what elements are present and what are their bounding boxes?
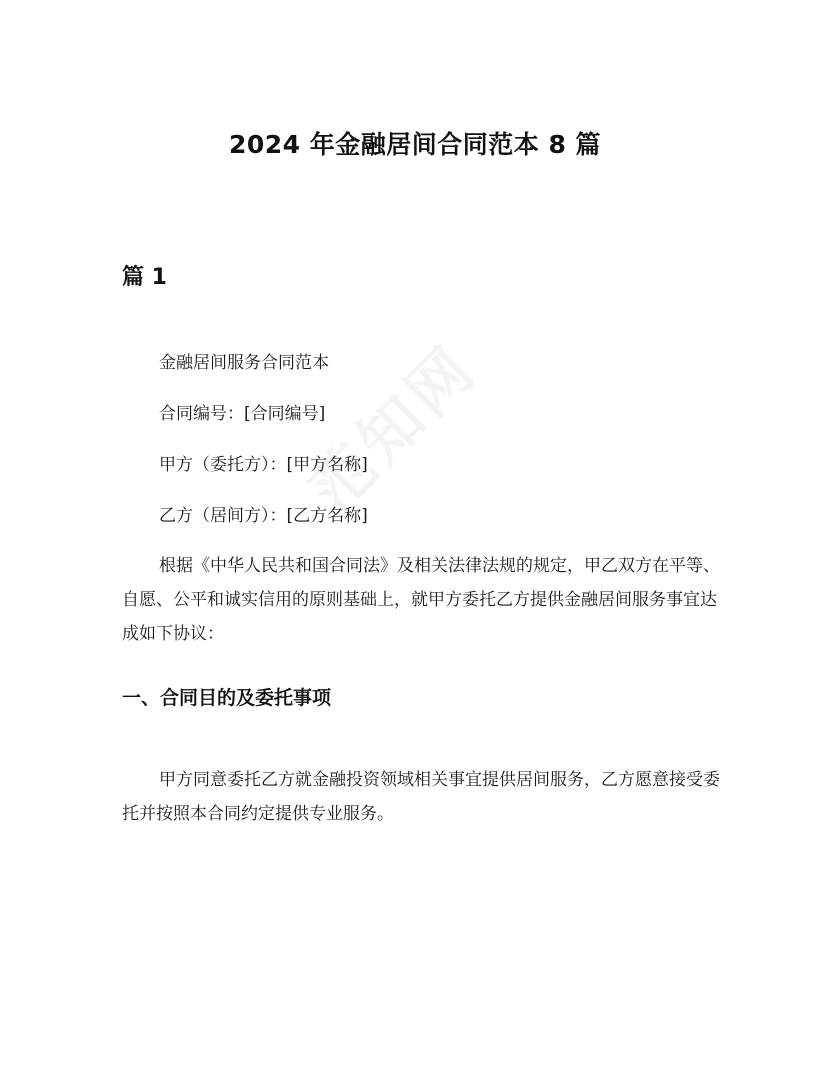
clause-1-paragraph: 甲方同意委托乙方就金融投资领域相关事宜提供居间服务，乙方愿意接受委托并按照本合同约定提供专业服务。	[122, 770, 720, 824]
document-title: 2024 年金融居间合同范本 8 篇	[228, 130, 602, 159]
preamble-paragraph: 根据《中华人民共和国合同法》及相关法律法规的规定，甲乙双方在平等、自愿、公平和诚实信用的原则基础上，就甲方委托乙方提供金融居间服务事宜达成如下协议：	[122, 556, 720, 644]
section-label: 篇 1	[122, 265, 167, 290]
party-b-line: 乙方（居间方）：[乙方名称]	[159, 506, 368, 526]
party-a-line: 甲方（委托方）：[甲方名称]	[159, 455, 368, 475]
clause-heading-1: 一、合同目的及委托事项	[122, 687, 332, 709]
contract-number-line: 合同编号：[合同编号]	[159, 404, 326, 424]
contract-name-line: 金融居间服务合同范本	[159, 353, 329, 373]
